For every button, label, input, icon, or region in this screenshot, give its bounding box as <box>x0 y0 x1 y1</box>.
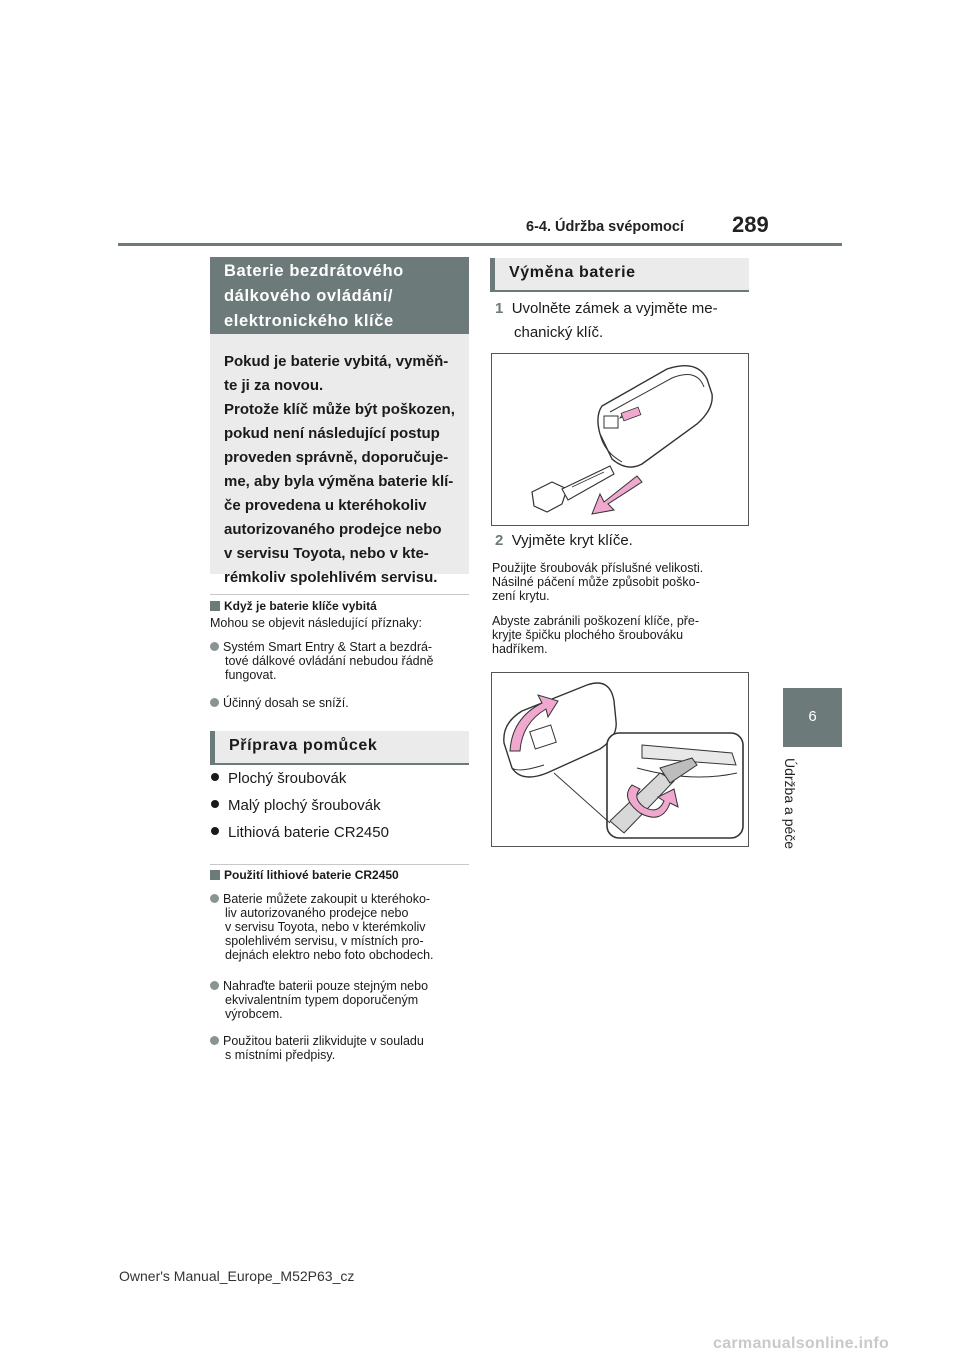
section-divider <box>210 594 469 595</box>
cover-removal-illustration <box>491 672 749 847</box>
battery-box-line: proveden správně, doporučuje- <box>224 449 449 466</box>
low-battery-heading-text: Když je baterie klíče vybitá <box>224 599 377 613</box>
chapter-number: 6 <box>808 708 817 725</box>
step-text: Vyjměte kryt klíče. <box>511 532 633 549</box>
square-bullet-icon <box>210 870 220 880</box>
cr2450-line: spolehlivém servisu, v místních pro- <box>225 934 424 948</box>
key-removal-illustration <box>491 353 749 526</box>
battery-box-title-line: elektronického klíče <box>224 312 394 330</box>
running-header-section: 6-4. Údržba svépomocí <box>526 219 684 235</box>
page-number: 289 <box>732 212 769 237</box>
symptom-bullet <box>210 640 434 682</box>
bullet-dot-icon <box>210 894 219 903</box>
tool-item-label: Lithiová baterie CR2450 <box>228 824 389 841</box>
step-text: Uvolněte zámek a vyjměte me- <box>511 300 718 317</box>
step-number: 1 <box>495 300 504 317</box>
cr2450-line: výrobcem. <box>225 1007 283 1021</box>
battery-box-title-line: dálkového ovládání/ <box>224 287 394 305</box>
symptom-bullet <box>210 696 349 710</box>
low-battery-intro: Mohou se objevit následující příznaky: <box>210 616 422 630</box>
chapter-title-vertical: Údržba a péče <box>782 758 798 850</box>
cr2450-line: ekvivalentním typem doporučeným <box>225 993 419 1007</box>
battery-box-line: autorizovaného prodejce nebo <box>224 521 442 538</box>
note-line: kryjte špičku plochého šroubováku <box>492 628 684 642</box>
note-line: zení krytu. <box>492 589 550 603</box>
bullet-dot-icon <box>210 1036 219 1045</box>
square-bullet-icon <box>210 601 220 611</box>
battery-box-line: me, aby byla výměna baterie klí- <box>224 473 454 490</box>
battery-box-line: pokud není následující postup <box>224 425 440 442</box>
tool-item <box>210 797 381 814</box>
replacement-heading: Výměna baterie <box>490 258 749 290</box>
cr2450-line: dejnách elektro nebo foto obchodech. <box>225 948 434 962</box>
bullet-dot-icon <box>211 773 219 781</box>
note-line: hadříkem. <box>492 642 548 656</box>
cr2450-heading <box>210 868 399 882</box>
cr2450-line: v servisu Toyota, nebo v kterémkoliv <box>225 920 426 934</box>
cr2450-bullet <box>210 979 428 1021</box>
step-text: chanický klíč. <box>514 324 604 341</box>
cr2450-bullet <box>210 1034 424 1062</box>
section-divider <box>210 864 469 865</box>
manual-footer: Owner's Manual_Europe_M52P63_cz <box>119 1268 355 1284</box>
watermark: carmanualsonline.info <box>713 1335 890 1352</box>
tool-item-label: Plochý šroubovák <box>228 770 347 787</box>
symptom-line: Účinný dosah se sníží. <box>223 696 349 710</box>
tool-item <box>210 770 346 787</box>
cr2450-line: Použitou baterii zlikvidujte v souladu <box>223 1034 424 1048</box>
step-2-note <box>492 561 703 603</box>
low-battery-heading <box>210 599 377 613</box>
note-line: Abyste zabránili poškození klíče, pře- <box>492 614 700 628</box>
step-number: 2 <box>495 532 504 549</box>
symptom-line: tové dálkové ovládání nebudou řádně <box>225 654 434 668</box>
step-1 <box>495 297 718 345</box>
bullet-dot-icon <box>210 698 219 707</box>
bullet-dot-icon <box>210 642 219 651</box>
battery-box-title-line: Baterie bezdrátového <box>224 262 404 280</box>
bullet-dot-icon <box>211 800 219 808</box>
battery-box-line: če provedena u kteréhokoliv <box>224 497 427 514</box>
battery-box-line: Protože klíč může být poškozen, <box>224 401 455 418</box>
battery-box-title <box>210 257 469 334</box>
cr2450-line: Baterie můžete zakoupit u kteréhoko- <box>223 892 431 906</box>
cr2450-line: s místními předpisy. <box>225 1048 336 1062</box>
battery-box-line: v servisu Toyota, nebo v kte- <box>224 545 429 562</box>
header-rule <box>118 243 842 246</box>
note-line: Použijte šroubovák příslušné velikosti. <box>492 561 704 575</box>
battery-box-body <box>210 334 469 586</box>
cr2450-heading-text: Použití lithiové baterie CR2450 <box>224 868 399 882</box>
cr2450-line: liv autorizovaného prodejce nebo <box>225 906 409 920</box>
symptom-line: fungovat. <box>225 668 277 682</box>
key-fob-mechanical-key-drawing <box>492 354 748 525</box>
battery-box-line: Pokud je baterie vybitá, vyměň- <box>224 353 449 370</box>
battery-box-line: te ji za novou. <box>224 377 324 394</box>
step-2 <box>495 532 633 549</box>
tools-heading: Příprava pomůcek <box>210 731 469 763</box>
tool-item <box>210 824 389 841</box>
bullet-dot-icon <box>211 827 219 835</box>
tool-item-label: Malý plochý šroubovák <box>228 797 381 814</box>
symptom-line: Systém Smart Entry & Start a bezdrá- <box>223 640 433 654</box>
cr2450-bullet <box>210 892 434 962</box>
key-cover-screwdriver-drawing <box>492 673 748 846</box>
cr2450-line: Nahraďte baterii pouze stejným nebo <box>223 979 429 993</box>
battery-box-line: rémkoliv spolehlivém servisu. <box>224 569 438 586</box>
bullet-dot-icon <box>210 981 219 990</box>
step-2-note <box>492 614 699 656</box>
note-line: Násilné páčení může způsobit poško- <box>492 575 700 589</box>
